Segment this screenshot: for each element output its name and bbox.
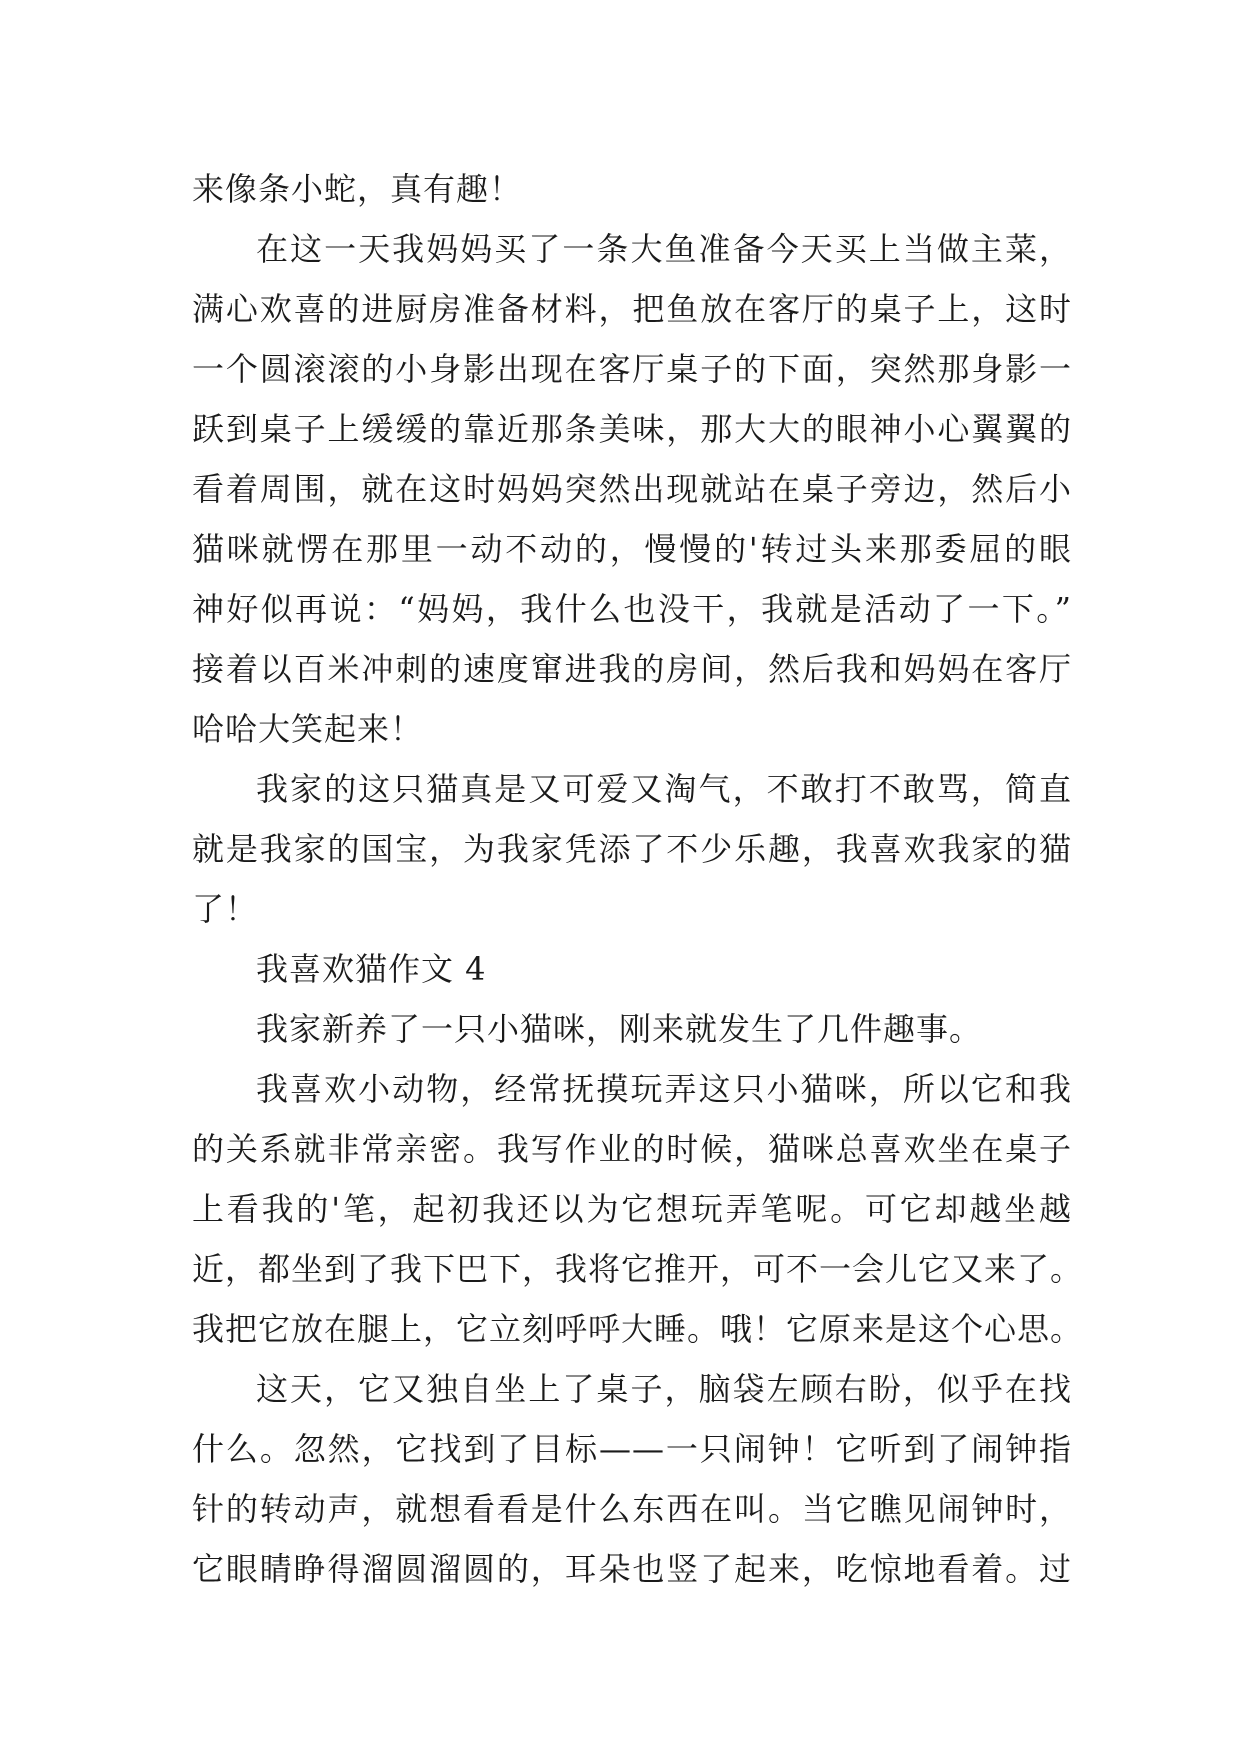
text-line: 它眼睛睁得溜圆溜圆的，耳朵也竖了起来，吃惊地看着。过 (192, 1550, 1072, 1588)
text-line: 接着以百米冲刺的速度窜进我的房间，然后我和妈妈在客厅 (192, 650, 1072, 688)
text-line: 近，都坐到了我下巴下，我将它推开，可不一会儿它又来了。 (192, 1250, 1084, 1288)
text-line: 的关系就非常亲密。我写作业的时候，猫咪总喜欢坐在桌子 (192, 1130, 1072, 1168)
text-line: 我喜欢猫作文 4 (256, 950, 487, 988)
text-line: 看着周围，就在这时妈妈突然出现就站在桌子旁边，然后小 (192, 470, 1072, 508)
text-line: 一个圆滚滚的小身影出现在客厅桌子的下面，突然那身影一 (192, 350, 1072, 388)
text-line: 上看我的'笔，起初我还以为它想玩弄笔呢。可它却越坐越 (192, 1190, 1072, 1228)
text-line: 在这一天我妈妈买了一条大鱼准备今天买上当做主菜， (256, 230, 1072, 268)
text-line: 我喜欢小动物，经常抚摸玩弄这只小猫咪，所以它和我 (256, 1070, 1072, 1108)
text-line: 我把它放在腿上，它立刻呼呼大睡。哦！它原来是这个心思。 (192, 1310, 1084, 1348)
text-line: 我家的这只猫真是又可爱又淘气，不敢打不敢骂，简直 (256, 770, 1072, 808)
text-line: 了！ (192, 890, 259, 928)
text-line: 这天，它又独自坐上了桌子，脑袋左顾右盼，似乎在找 (256, 1370, 1072, 1408)
text-line: 来像条小蛇，真有趣！ (192, 170, 523, 208)
text-line: 跃到桌子上缓缓的靠近那条美味，那大大的眼神小心翼翼的 (192, 410, 1072, 448)
document-body (192, 159, 1084, 1599)
text-line: 我家新养了一只小猫咪，刚来就发生了几件趣事。 (256, 1010, 983, 1048)
text-line: 哈哈大笑起来！ (192, 710, 424, 748)
text-line: 神好似再说：“妈妈，我什么也没干，我就是活动了一下。” (192, 590, 1072, 628)
text-line: 满心欢喜的进厨房准备材料，把鱼放在客厅的桌子上，这时 (192, 290, 1072, 328)
text-line: 针的转动声，就想看看是什么东西在叫。当它瞧见闹钟时， (192, 1490, 1072, 1528)
text-line: 就是我家的国宝，为我家凭添了不少乐趣，我喜欢我家的猫 (192, 830, 1072, 868)
text-line: 什么。忽然，它找到了目标——一只闹钟！它听到了闹钟指 (192, 1430, 1072, 1468)
text-line: 猫咪就愣在那里一动不动的，慢慢的'转过头来那委屈的眼 (192, 530, 1072, 568)
